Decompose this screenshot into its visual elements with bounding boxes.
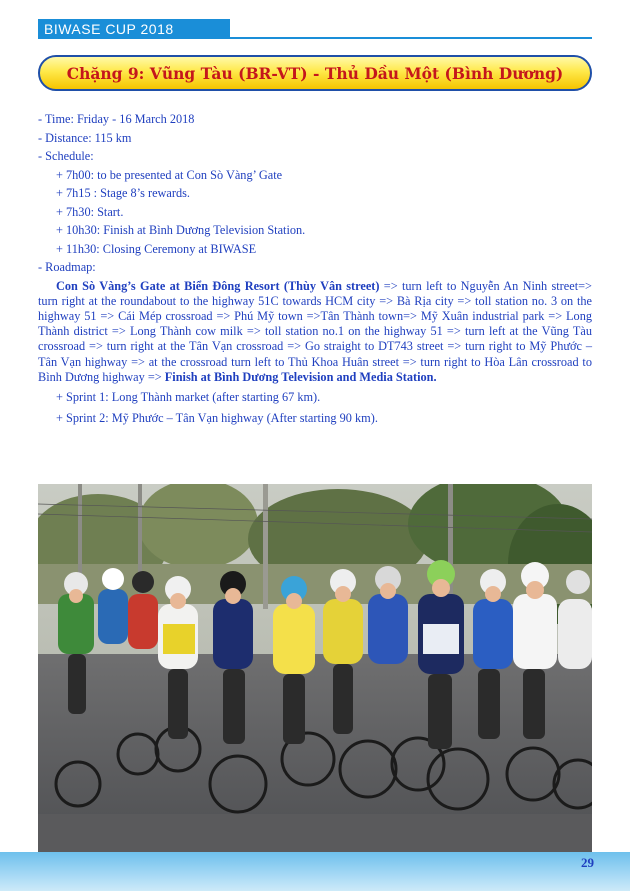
footer-bar — [0, 852, 630, 891]
roadmap-route: => turn left to Nguyễn An Ninh street=> turn right at the roundabout to the highway 51C towards HCM city => Bà Rịa city => toll station no. 3 on the highway 51 => Cái Mép crossroad => Phú Mỹ town =>Tân Thành town=> Mỹ Xuân industrial park => Long Thành district => Long Thành cow milk => toll station no.1 on the highway 51 => turn left at the Vũng Tàu crossroad => turn right at the Tân Vạn crossroad => Go straight to DT743 street => turn right to Mỹ Phước – Tân Vạn highway => at the crossroad turn left to Thủ Khoa Huân street => turn right to Hòa Lân crossroad to Bình Dương highway => — [38, 278, 592, 384]
stage-info — [38, 110, 592, 428]
header-rule — [230, 37, 592, 39]
stage-title-banner — [38, 55, 592, 91]
schedule-item: + 11h30: Closing Ceremony at BIWASE — [56, 241, 257, 256]
roadmap-paragraph — [38, 279, 592, 385]
schedule-item: + 7h00: to be presented at Con Sò Vàng’ Gate — [56, 167, 283, 182]
distance-line: - Distance: 115 km — [38, 130, 132, 145]
section-header: BIWASE CUP 2018 — [38, 19, 230, 39]
time-line: - Time: Friday - 16 March 2018 — [38, 112, 195, 126]
schedule-item: + 10h30: Finish at Bình Dương Television Station. — [56, 223, 306, 237]
schedule-item: + 7h30: Start. — [56, 204, 124, 219]
sprint-item: + Sprint 1: Long Thành market (after starting 67 km). — [56, 389, 321, 404]
schedule-label: - Schedule: — [38, 149, 94, 163]
sprint-item: + Sprint 2: Mỹ Phước – Tân Vạn highway (After starting 90 km). — [56, 411, 378, 426]
roadmap-finish: Finish at Bình Dương Television and Media Station. — [164, 369, 437, 384]
stage-title: Chặng 9: Vũng Tàu (BR-VT) - Thủ Dầu Một (Bình Dương) — [66, 63, 564, 83]
schedule-item: + 7h15 : Stage 8’s rewards. — [56, 186, 190, 200]
roadmap-start: Con Sò Vàng’s Gate at Biển Đông Resort (Thùy Vân street) — [56, 278, 380, 293]
cycling-peloton-photo — [38, 484, 592, 852]
page-number: 29 — [581, 855, 594, 870]
roadmap-label: - Roadmap: — [38, 260, 96, 274]
